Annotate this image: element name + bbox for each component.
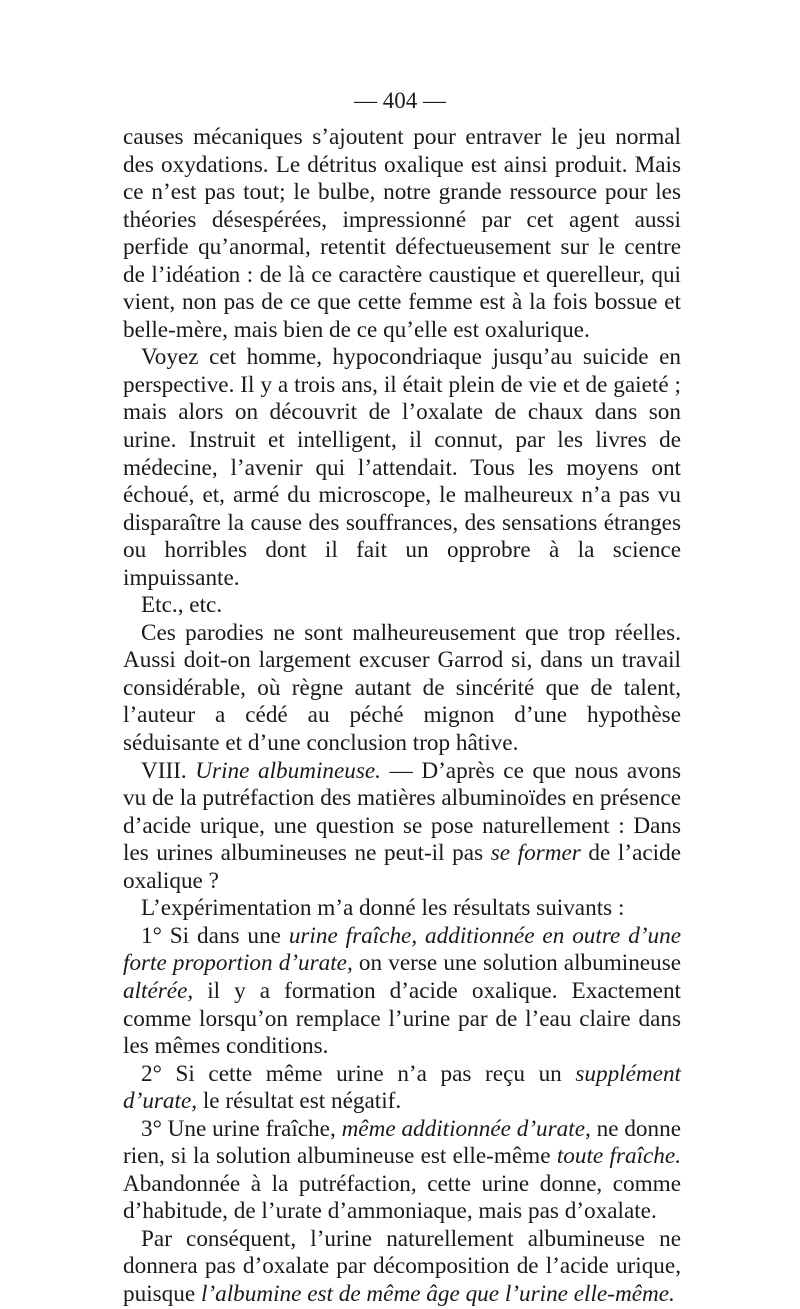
paragraph-9-tail: Abandonnée à la putréfaction, cette urine donne, comme d’habitude, de l’urate d’ammoniaque, mais pas d’oxalate. (123, 1170, 681, 1225)
paragraph-7-mid: on verse une solution albumineuse (352, 950, 682, 977)
paragraph-7-tail: il y a formation d’acide oxalique. Exactement comme lorsqu’on remplace l’urine par de l’eau claire dans les mêmes conditions. (123, 977, 681, 1060)
section-title: Urine albumineuse. (195, 757, 381, 784)
paragraph-3: Etc., etc. (141, 592, 223, 619)
paragraph-7-emphasis-1: urine fraîche, additionnée en outre d’une forte proportion d’urate, (123, 922, 681, 977)
paragraph-8-lead: 2° Si cette même urine n’a pas reçu un (141, 1060, 576, 1087)
paragraph-8-emphasis: supplément d’urate, (123, 1060, 681, 1115)
section-number: VIII. (141, 757, 187, 784)
paragraph-7-emphasis-2: altérée, (123, 977, 194, 1004)
paragraph-2: Voyez cet homme, hypocondriaque jusqu’au suicide en perspective. Il y a trois ans, il était plein de vie et de gaieté ; mais alors on découvrit de l’oxalate de chaux dans son urine. Instruit et intelligent, il connut, par les livres de médecine, l’avenir qui l’attendait. Tous les moyens ont échoué, et, armé du microscope, le malheureux n’a pas vu disparaître la cause des souffrances, des sensations étranges ou horribles dont il fait un opprobre à la science impuissante. (123, 344, 681, 591)
paragraph-5-text: — D’après ce que nous avons vu de la putréfaction des matières albuminoïdes en présence d’acide urique, une question se pose naturellement : Dans les urines albumineuses ne peut-il pas (123, 757, 681, 867)
paragraph-8 (123, 1061, 681, 1116)
paragraph-9-emphasis-1: même additionnée d’urate, (341, 1115, 591, 1142)
paragraph-7-lead: 1° Si dans une (141, 922, 289, 949)
paragraph-5-tail: de l’acide oxalique ? (123, 840, 681, 894)
paragraph-7 (123, 923, 681, 1061)
paragraph-8-tail: le résultat est négatif. (197, 1088, 402, 1115)
paragraph-6: L’expérimentation m’a donné les résultats suivants : (141, 895, 625, 922)
paragraph-9-lead: 3° Une urine fraîche, (141, 1115, 342, 1142)
paragraph-5 (123, 758, 681, 896)
paragraph-10-lead: Par conséquent, l’urine naturellement albumineuse ne donnera pas d’oxalate par décomposition de l’acide urique, puisque (123, 1225, 681, 1307)
paragraph-9 (123, 1116, 681, 1226)
paragraph-9-mid: ne donne rien, si la solution albumineuse est elle-même (123, 1115, 681, 1170)
page-number: — 404 — (354, 88, 446, 113)
paragraph-4: Ces parodies ne sont malheureusement que trop réelles. Aussi doit-on largement excuser Garrod si, dans un travail considérable, où règne autant de sincérité que de talent, l’auteur a cédé au péché mignon d’une hypothèse séduisante et d’une conclusion trop hâtive. (123, 619, 681, 757)
paragraph-10-emphasis: l’albumine est de même âge que l’urine elle-même. (200, 1280, 675, 1307)
paragraph-10 (123, 1226, 681, 1309)
page-body (123, 124, 681, 1309)
paragraph-5-emphasis: se former (490, 840, 581, 867)
paragraph-9-emphasis-2: toute fraîche. (556, 1143, 681, 1170)
paragraph-1: causes mécaniques s’ajoutent pour entraver le jeu normal des oxydations. Le détritus oxalique est ainsi produit. Mais ce n’est pas tout; le bulbe, notre grande ressource pour les théories désespérées, impressionné par cet agent aussi perfide qu’anormal, retentit défectueusement sur le centre de l’idéation : de là ce caractère caustique et querelleur, qui vient, non pas de ce que cette femme est à la fois bossue et belle-mère, mais bien de ce qu’elle est oxalurique. (123, 124, 681, 343)
